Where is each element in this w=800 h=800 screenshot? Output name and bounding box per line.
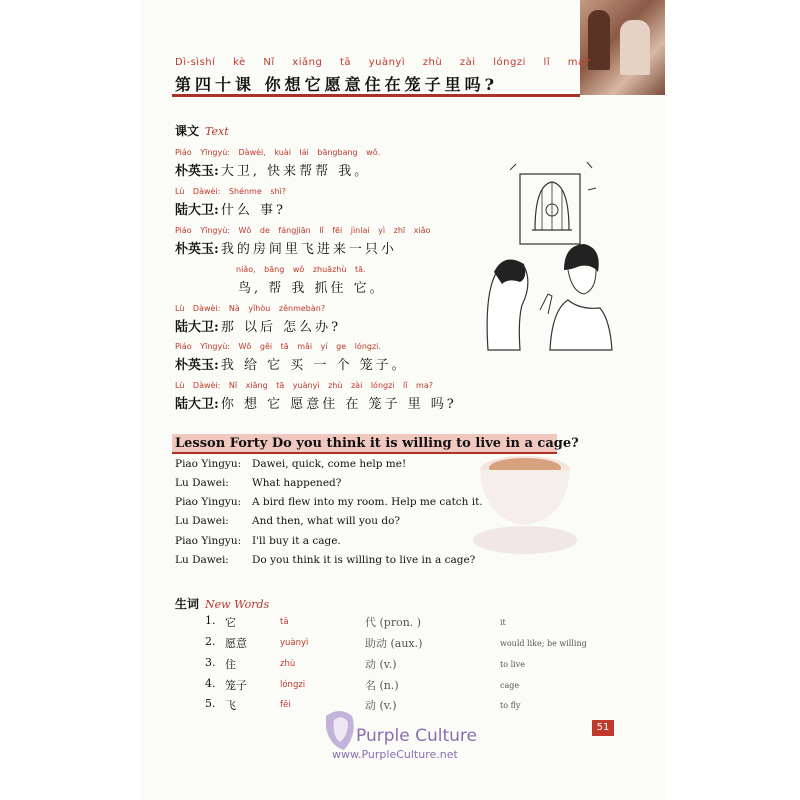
dialogue-pinyin-6: Piáo Yīngyù: Wǒ gěi tā mǎi yí ge lóngzi.: [175, 342, 381, 351]
english-line-4: Lu Dawei: And then, what will you do?: [175, 515, 401, 527]
english-line-3: Piao Yingyu: A bird flew into my room. Help me catch it.: [175, 496, 483, 508]
english-line-2: Lu Dawei: What happened?: [175, 477, 342, 489]
english-line-5: Piao Yingyu: I'll buy it a cage.: [175, 535, 341, 547]
cage-illustration: [480, 160, 615, 355]
watermark-url: www.PurpleCulture.net: [332, 748, 458, 761]
dialogue-pinyin-7: Lù Dàwèi: Nǐ xiǎng tā yuànyì zhù zài lóngzi lǐ ma?: [175, 381, 433, 390]
teacup-image: [470, 440, 580, 570]
dialogue-line-2: 陆大卫: 什么 事?: [175, 203, 286, 218]
new-words-heading: 生词 New Words: [175, 597, 270, 611]
dialogue-pinyin-3: Piáo Yīngyù: Wǒ de fángjiān lǐ fēi jìnlai yì zhī xiǎo: [175, 226, 431, 235]
page-number: 51: [592, 720, 614, 736]
title-pinyin: Dì-sìshí kè Nǐ xiǎng tā yuànyì zhù zài lóngzi lǐ ma?: [175, 57, 591, 68]
dialogue-line-1: 朴英玉: 大卫, 快来帮帮 我。: [175, 164, 371, 179]
corner-photo: [580, 0, 665, 95]
english-line-6: Lu Dawei: Do you think it is willing to live in a cage?: [175, 554, 476, 566]
dialogue-pinyin-5: Lù Dàwèi: Nà yǐhòu zěnmebàn?: [175, 304, 326, 313]
dialogue-line-5: 陆大卫: 那 以后 怎么办?: [175, 320, 342, 335]
dialogue-pinyin-1: Piáo Yīngyù: Dàwèi, kuài lái bāngbang wǒ.: [175, 148, 381, 157]
watermark-title: Purple Culture: [356, 726, 477, 746]
dialogue-line-6: 朴英玉: 我 给 它 买 一 个 笼子。: [175, 358, 408, 373]
dialogue-pinyin-2: Lù Dàwèi: Shénme shì?: [175, 187, 287, 196]
english-line-1: Piao Yingyu: Dawei, quick, come help me!: [175, 458, 407, 470]
dialogue-pinyin-4: niǎo, bāng wǒ zhuāzhù tā.: [236, 265, 366, 274]
text-section-heading: 课文 Text: [175, 124, 229, 138]
lesson-title: 第四十课 你想它愿意住在笼子里吗?: [175, 75, 498, 94]
dialogue-line-3: 朴英玉: 我的房间里飞进来一只小: [175, 242, 397, 257]
dialogue-line-7: 陆大卫: 你 想 它 愿意住 在 笼子 里 吗?: [175, 397, 457, 412]
english-heading: Lesson Forty Do you think it is willing to live in a cage?: [172, 434, 557, 454]
dialogue-line-4: 鸟, 帮 我 抓住 它。: [238, 281, 386, 296]
title-divider: [172, 94, 580, 97]
